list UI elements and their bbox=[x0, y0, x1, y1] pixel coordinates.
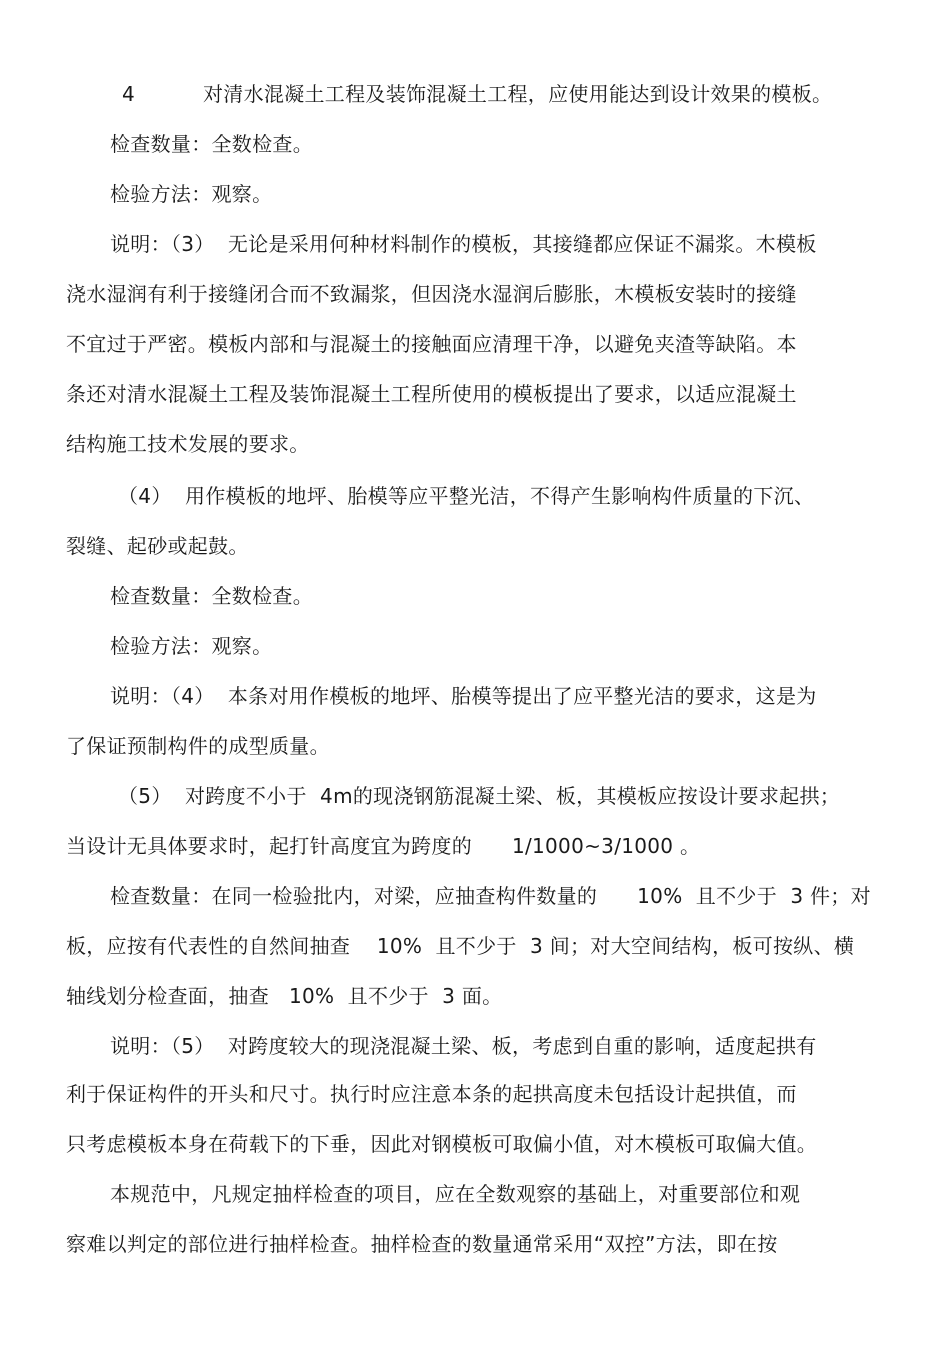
text-line: 板，应按有代表性的自然间抽查 10% 且不少于 3 间；对大空间结构，板可按纵、横 bbox=[66, 934, 855, 958]
text-line: （4） 用作模板的地坪、胎模等应平整光洁，不得产生影响构件质量的下沉、 bbox=[118, 484, 815, 508]
text-line: 检查数量：在同一检验批内，对梁，应抽查构件数量的 10% 且不少于 3 件；对 bbox=[110, 884, 871, 908]
text-line: 说明：（4） 本条对用作模板的地坪、胎模等提出了应平整光洁的要求，这是为 bbox=[110, 684, 817, 708]
text-line: 察难以判定的部位进行抽样检查。抽样检查的数量通常采用“双控”方法，即在按 bbox=[66, 1232, 778, 1256]
text-line: 轴线划分检查面，抽查 10% 且不少于 3 面。 bbox=[66, 984, 503, 1008]
text-line: 只考虑模板本身在荷载下的下垂，因此对钢模板可取偏小值，对木模板可取偏大值。 bbox=[66, 1132, 818, 1156]
text-line: （5） 对跨度不小于 4m的现浇钢筋混凝土梁、板，其模板应按设计要求起拱； bbox=[118, 784, 841, 808]
text-line: 浇水湿润有利于接缝闭合而不致漏浆，但因浇水湿润后膨胀，木模板安装时的接缝 bbox=[66, 282, 797, 306]
text-line: 当设计无具体要求时，起打针高度宜为跨度的 1/1000~3/1000 。 bbox=[66, 834, 701, 858]
text-line: 检查数量：全数检查。 bbox=[110, 132, 313, 156]
text-line: 结构施工技术发展的要求。 bbox=[66, 432, 310, 456]
text-line: 本规范中，凡规定抽样检查的项目，应在全数观察的基础上，对重要部位和观 bbox=[110, 1182, 801, 1206]
text-line: 裂缝、起砂或起鼓。 bbox=[66, 534, 249, 558]
text-line: 了保证预制构件的成型质量。 bbox=[66, 734, 330, 758]
text-line: 说明：（3） 无论是采用何种材料制作的模板，其接缝都应保证不漏浆。木模板 bbox=[110, 232, 817, 256]
text-line: 说明：（5） 对跨度较大的现浇混凝土梁、板，考虑到自重的影响，适度起拱有 bbox=[110, 1034, 817, 1058]
text-line: 不宜过于严密。模板内部和与混凝土的接触面应清理干净，以避免夹渣等缺陷。本 bbox=[66, 332, 797, 356]
text-line: 检查数量：全数检查。 bbox=[110, 584, 313, 608]
text-line: 检验方法：观察。 bbox=[110, 182, 273, 206]
text-line: 检验方法：观察。 bbox=[110, 634, 273, 658]
text-line: 利于保证构件的开头和尺寸。执行时应注意本条的起拱高度未包括设计起拱值，而 bbox=[66, 1082, 797, 1106]
clause-4-text: 对清水混凝土工程及装饰混凝土工程，应使用能达到设计效果的模板。 bbox=[203, 82, 833, 106]
text-line: 条还对清水混凝土工程及装饰混凝土工程所使用的模板提出了要求，以适应混凝土 bbox=[66, 382, 797, 406]
clause-4-number: 4 bbox=[122, 82, 136, 106]
